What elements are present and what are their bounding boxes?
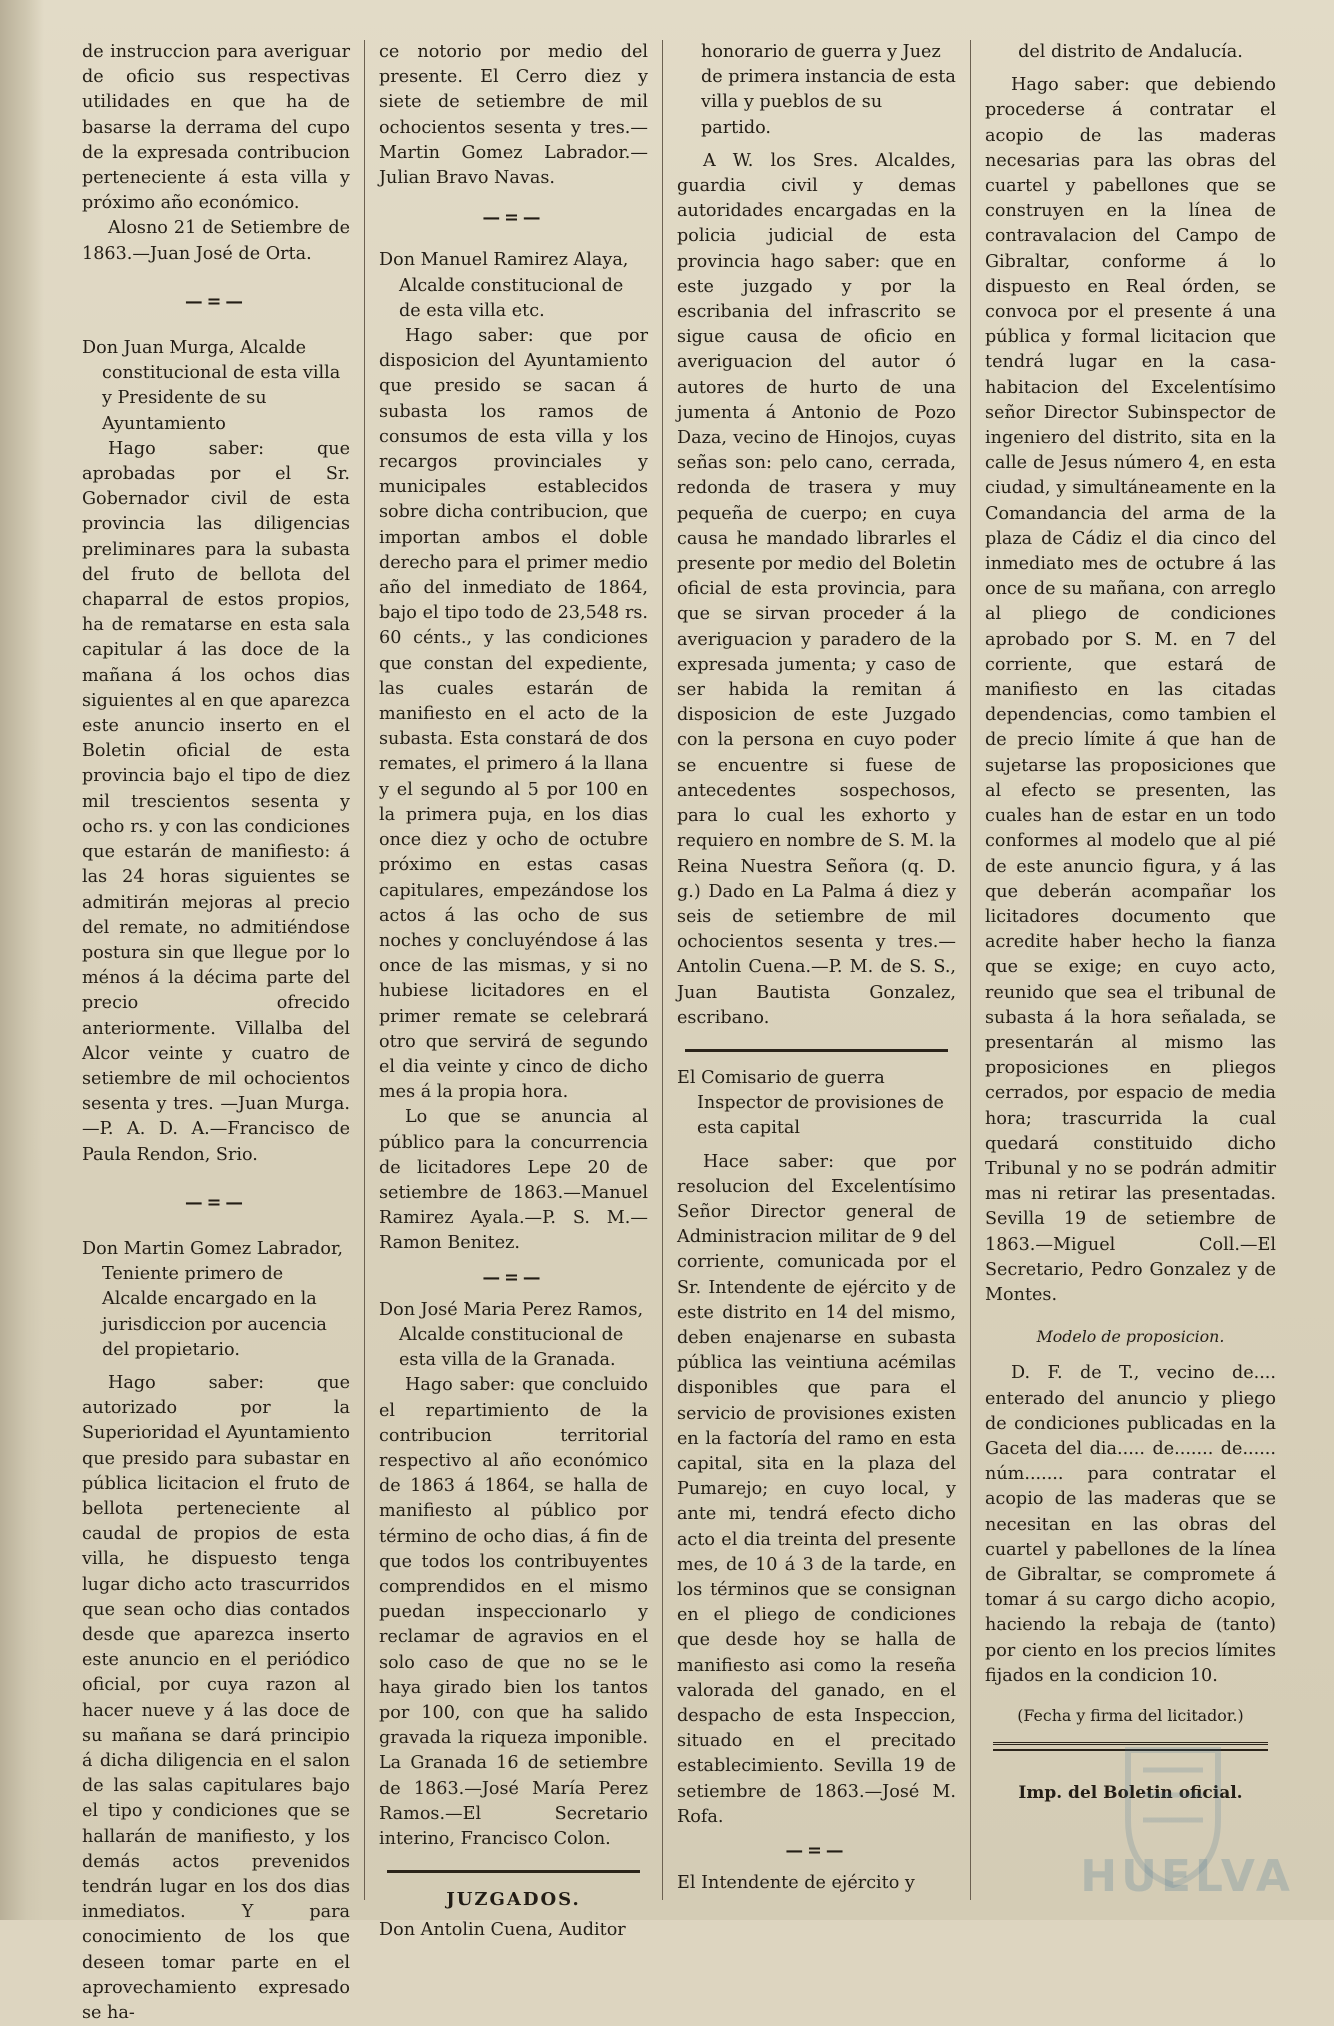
closing-rule	[993, 1742, 1268, 1751]
notice-header-cuena: Don Antolin Cuena, Auditor	[379, 1920, 626, 1941]
col3-continuation-header: honorario de guerra y Juez de primera instancia de esta villa y pueblos de su partido.	[701, 42, 956, 138]
col1-continuation: de instruccion para averiguar de oficio sus respectivas utilidades en que ha de basarse la derrama del cupo de la expresada contribucion perteneciente á esta villa y próximo año económico.	[82, 42, 350, 214]
separator: —=—	[482, 1266, 545, 1288]
column-4	[970, 40, 1290, 1900]
notice-body-intendente: Hago saber: que debiendo procederse á contratar el acopio de las maderas necesarias para las obras del cuartel y pabellones que se construyen en la línea de contravalacion del Campo de Gibraltar, conforme á lo dispuesto en Real órden, se convoca por el presente á una pública y formal licitacion que tendrá lugar en la casa-habitacion del Excelentísimo señor Director Subinspector de ingeniero del distrito, sita en la calle de Jesus número 4, en esta ciudad, y simultáneamente en la Comandancia del arma de la plaza de Cádiz el dia cinco del inmediato mes de octubre á las once de su mañana, con arreglo al pliego de condiciones aprobado por S. M. en 7 del corriente, que estará de manifiesto en las citadas dependencias, como tambien el de precio límite á que han de sujetarse las proposiciones que al efecto se presenten, las cuales han de estar en un todo conformes al modelo que al pié de este anuncio figura, y á las que deberán acompañar los licitadores documento que acredite haber hecho la fianza que se exige; en cuyo acto, reunido que sea el tribunal de subasta á la hora señalada, se presentarán al mismo las proposiciones en pliegos cerrados, por espacio de media hora; trascurrida la cual quedará constituido dicho Tribunal y no se podrán admitir mas ni retirar las presentadas. Sevilla 19 de setiembre de 1863.—Miguel Coll.—El Secretario, Pedro Gonzalez y de Montes.	[985, 75, 1276, 1305]
separator: —=—	[785, 1840, 848, 1862]
column-3	[662, 40, 970, 1900]
model-title: Modelo de proposicion.	[1036, 1327, 1225, 1347]
separator: —=—	[482, 207, 545, 229]
section-title-juzgados: JUZGADOS.	[446, 1889, 581, 1911]
notice-header-intendente: El Intendente de ejército y	[677, 1873, 915, 1894]
notice-header-comisario: El Comisario de guerra Inspector de provisiones de esta capital	[677, 1067, 944, 1139]
separator: —=—	[185, 1191, 247, 1213]
col4-continuation-header: del distrito de Andalucía.	[1018, 42, 1243, 62]
col2-continuation: ce notorio por medio del presente. El Cerro diez y siete de setiembre de mil ochocientos sesenta y tres.—Martin Gomez Labrador.—Julian Bravo Navas.	[379, 42, 648, 189]
column-1	[78, 40, 364, 2024]
notice-header-gomez: Don Martin Gomez Labrador, Teniente primero de Alcalde encargado en la jurisdiccion por aucencia del propietario.	[82, 1238, 344, 1360]
section-rule	[387, 1870, 640, 1873]
column-2	[364, 40, 662, 1941]
page-columns	[78, 40, 1304, 2024]
notice-body-ramirez: Hago saber: que por disposicion del Ayuntamiento que presido se sacan á subasta los ramos de consumos de esta villa y los recargos provinciales y municipales establecidos sobre dicha contribucion, que importan ambos el doble derecho para el primer medio año del inmediato de 1864, bajo el tipo todo de 23,548 rs. 60 cénts., y las condiciones que constan del expediente, las cuales estarán de manifiesto en el acto de la subasta. Esta constará de dos remates, el primero á la llana y el segundo al 5 por 100 en la primera puja, en los dias once diez y ocho de octubre próximo en estas casas capitulares, empezándose los actos á las ocho de sus noches y concluyéndose á las once de las mismas, y si no hubiese licitadores en el primer remate se celebrará otro que servirá de segundo el dia veinte y cinco de dicho mes á la propia hora.	[379, 326, 648, 1103]
model-proposal-text: D. F. de T., vecino de.... enterado del anuncio y pliego de condiciones publicadas en la Gaceta del dia..... de....... de...... núm....... para contratar el acopio de las maderas que se necesitan en las obras del cuartel y pabellones de la línea de Gibraltar, se compromete á tomar á su cargo dicho acopio, haciendo la rebaja de (tanto) por ciento en los precios límites fijados en la condicion 10.	[985, 1363, 1276, 1686]
notice-header-perez: Don José Maria Perez Ramos, Alcalde constitucional de esta villa de la Granada.	[379, 1299, 644, 1371]
notice-body-perez: Hago saber: que concluido el repartimiento de la contribucion territorial respectivo al año económico de 1863 á 1864, se halla de manifiesto al público por término de ocho dias, á fin de que todos los contribuyentes comprendidos en el mismo puedan inspeccionarlo y reclamar de agravios en el solo caso de que no se le haya girado bien los tantos por 100, con que ha salido gravada la riqueza imponible. La Granada 16 de setiembre de 1863.—José María Perez Ramos.—El Secretario interino, Francisco Colon.	[379, 1375, 648, 1850]
notice-body-murga: Hago saber: que aprobadas por el Sr. Gobernador civil de esta provincia las diligencias preliminares para la subasta del fruto de bellota del chaparral de estos propios, ha de rematarse en esta sala capitular á las doce de la mañana á los ochos dias siguientes al en que aparezca este anuncio inserto en el Boletin oficial de esta provincia bajo el tipo de diez mil trescientos sesenta y ocho rs. y con las condiciones que estarán de manifiesto: á las 24 horas siguientes se admitirán mejoras al precio del remate, no admitiéndose postura sin que llegue por lo ménos á la décima parte del precio ofrecido anteriormente. Villalba del Alcor veinte y cuatro de setiembre de mil ochocientos sesenta y tres. —Juan Murga.—P. A. D. A.—Francisco de Paula Rendon, Srio.	[82, 438, 350, 1165]
notice-header-ramirez: Don Manuel Ramirez Alaya, Alcalde constitucional de de esta villa etc.	[379, 250, 629, 321]
separator: —=—	[185, 290, 247, 312]
notice-body-gomez: Hago saber: que autorizado por la Superioridad el Ayuntamiento que presido para subastar en pública licitacion el fruto de bellota perteneciente al caudal de propios de esta villa, he dispuesto tenga lugar dicho acto trascurridos que sean ocho dias contados desde que aparezca inserto este anuncio en el periódico oficial, por cuya razon al hacer nueve y á las doce de su mañana se dará principio á dicha diligencia en el salon de las salas capitulares bajo el tipo y condiciones que se hallarán de manifiesto, y los demás actos prevenidos tendrán lugar en los dos dias inmediatos. Y para conocimiento de los que deseen tomar parte en el aprovechamiento expresado se ha-	[82, 1372, 350, 2024]
signature-note: (Fecha y firma del licitador.)	[1017, 1706, 1244, 1725]
section-rule	[685, 1049, 948, 1052]
notice-closing-ramirez: Lo que se anuncia al público para la concurrencia de licitadores Lepe 20 de setiembre de 1863.—Manuel Ramirez Ayala.—P. S. M.—Ramon Benitez.	[379, 1107, 648, 1254]
notice-body-cuena: A W. los Sres. Alcaldes, guardia civil y demas autoridades encargadas en la policia judicial de esta provincia hago saber: que en este juzgado y por la escribania del infrascrito se sigue causa de oficio en averiguacion del autor ó autores de hurto de una jumenta á Antonio de Pozo Daza, vecino de Hinojos, cuyas señas son: pelo cano, cerrada, redonda de trasera y muy pequeña de cuerpo; en cuya causa he mandado librarles el presente por medio del Boletin oficial de esta provincia, para que se sirvan proceder á la averiguacion y paradero de la expresada jumenta; y caso de ser habida la remitan á disposicion de este Juzgado con la persona en cuyo poder se encuentre si fuese de antecedentes sospechosos, para lo cual les exhorto y requiero en nombre de S. M. la Reina Nuestra Señora (q. D. g.) Dado en La Palma á diez y seis de setiembre de mil ochocientos sesenta y tres.—Antolin Cuena.—P. M. de S. S., Juan Bautista Gonzalez, escribano.	[677, 150, 956, 1028]
notice-body-comisario: Hace saber: que por resolucion del Excelentísimo Señor Director general de Administracion militar de 9 del corriente, comunicada por el Sr. Intendente de ejército y de este distrito en 14 del mismo, deben enajenarse en subasta pública las veintiuna acémilas disponibles que para el servicio de provisiones existen en la factoría del ramo en esta capital, sita en la plaza del Pumarejo; en cuyo local, y ante mi, tendrá efecto dicho acto el dia treinta del presente mes, de 10 á 3 de la tarde, en los términos que se consignan en el pliego de condiciones que desde hoy se halla de manifiesto asi como la reseña valorada del ganado, en el despacho de esta Inspeccion, situado en el precitado establecimiento. Sevilla 19 de setiembre de 1863.—José M. Rofa.	[677, 1151, 956, 1827]
printer-imprint: Imp. del Boletin oficial.	[1018, 1783, 1243, 1804]
col1-signature-orta: Alosno 21 de Setiembre de 1863.—Juan José de Orta.	[82, 218, 350, 264]
notice-header-murga: Don Juan Murga, Alcalde constitucional de esta villa y Presidente de su Ayuntamiento	[82, 338, 341, 434]
watermark-text: HUELVA	[1080, 1851, 1294, 1902]
